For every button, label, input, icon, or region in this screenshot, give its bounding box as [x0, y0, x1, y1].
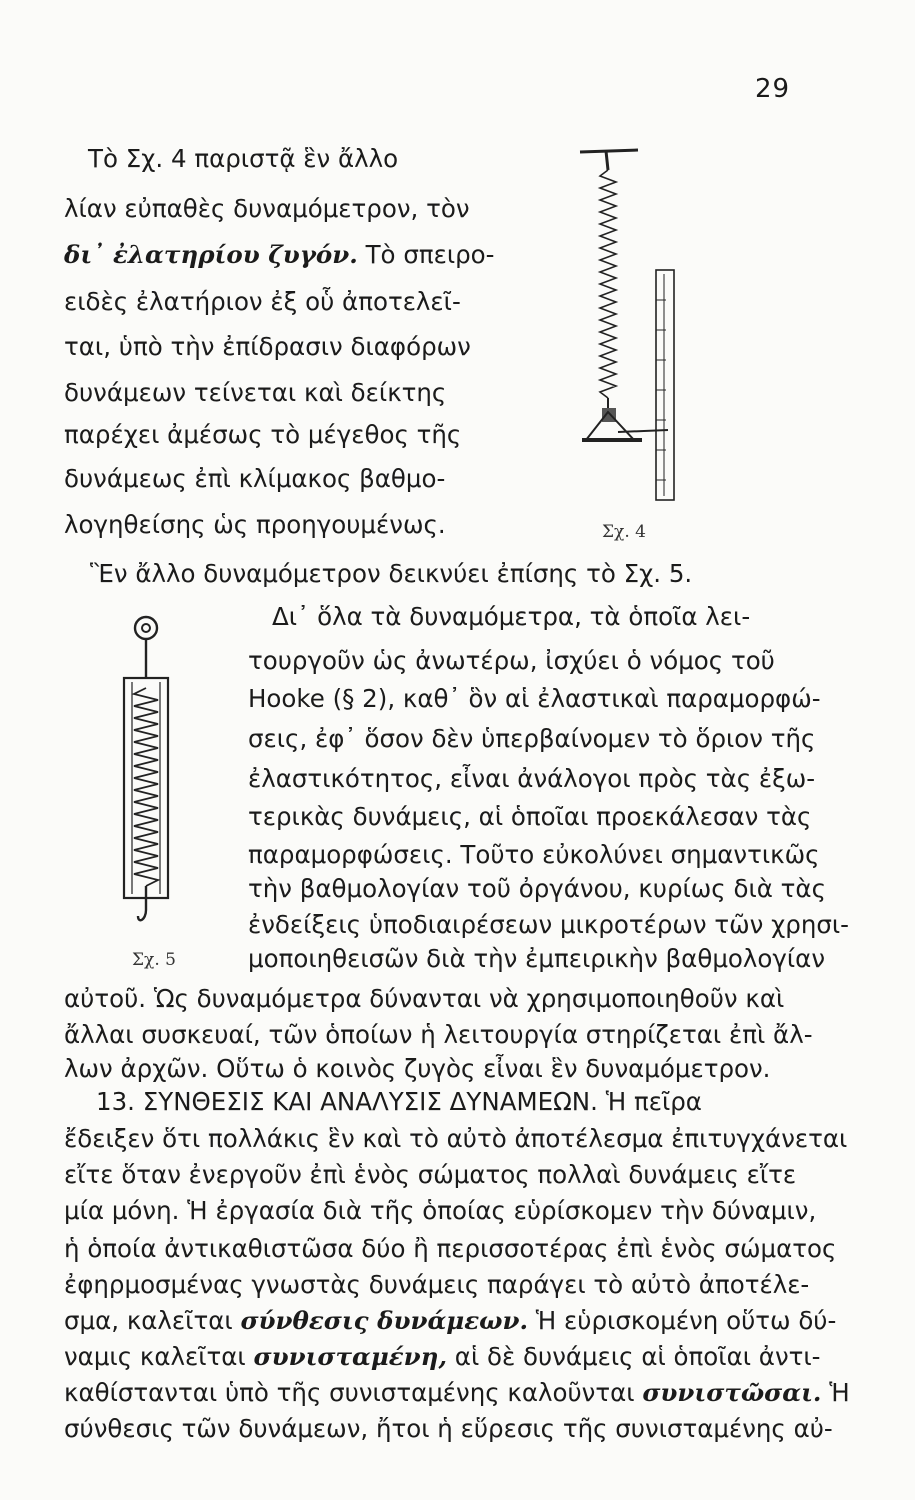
text-line: Hooke (§ 2), καθ᾿ ὃν αἱ ἐλαστικαὶ παραμορφώ- [248, 684, 821, 713]
text-fragment: Ἡ [829, 1378, 850, 1407]
figure-5-spring-dynamometer [112, 614, 182, 934]
text-line: λων ἀρχῶν. Οὕτω ὁ κοινὸς ζυγὸς εἶναι ἓν δυναμόμετρον. [64, 1054, 771, 1083]
italic-term: συνιστῶσαι. [642, 1378, 822, 1407]
text-line: σεις, ἐφ᾿ ὅσον δὲν ὑπερβαίνομεν τὸ ὅριον τῆς [248, 724, 816, 753]
text-fragment: Τὸ σπειρο- [365, 240, 495, 269]
text-line: ἡ ὁποία ἀντικαθιστῶσα δύο ἢ περισσοτέρας ἐπὶ ἑνὸς σώματος [64, 1234, 837, 1263]
text-line: σύνθεσις τῶν δυνάμεων, ἤτοι ἡ εὕρεσις τῆς συνισταμένης αὐ- [64, 1414, 833, 1443]
page-number: 29 [755, 74, 791, 104]
text-line: λίαν εὐπαθὲς δυναμόμετρον, τὸν [64, 194, 470, 223]
text-line: ἐφηρμοσμένας γνωστὰς δυνάμεις παράγει τὸ αὐτὸ ἀποτέλε- [64, 1270, 810, 1299]
text-line: ἐλαστικότητος, εἶναι ἀνάλογοι πρὸς τὰς ἐξω- [248, 764, 816, 793]
text-line: ται, ὑπὸ τὴν ἐπίδρασιν διαφόρων [64, 332, 471, 361]
italic-term: συνισταμένη, [253, 1342, 447, 1371]
text-line: εἴτε ὅταν ἐνεργοῦν ἐπὶ ἑνὸς σώματος πολλαὶ δυνάμεις εἴτε [64, 1160, 797, 1189]
text-line: ειδὲς ἐλατήριον ἐξ οὗ ἀποτελεῖ- [64, 287, 461, 316]
text-line: μία μόνη. Ἡ ἐργασία διὰ τῆς ὁποίας εὑρίσκομεν τὴν δύναμιν, [64, 1196, 817, 1225]
text-fragment: Ἡ εὑρισκομένη οὕτω δύ- [535, 1306, 837, 1335]
figure-5-caption: Σχ. 5 [132, 950, 176, 970]
text-fragment: σμα, καλεῖται [64, 1306, 233, 1335]
text-fragment: ναμις καλεῖται [64, 1342, 246, 1371]
italic-term: σύνθεσις δυνάμεων. [240, 1306, 528, 1335]
text-line: παρέχει ἀμέσως τὸ μέγεθος τῆς [64, 420, 462, 449]
text-line [64, 1376, 850, 1410]
text-line: λογηθείσης ὡς προηγουμένως. [64, 510, 446, 539]
text-line: ἄλλαι συσκευαί, τῶν ὁποίων ἡ λειτουργία στηρίζεται ἐπὶ ἄλ- [64, 1020, 813, 1049]
text-line [64, 1340, 821, 1374]
text-fragment: αἱ δὲ δυνάμεις αἱ ὁποῖαι ἀντι- [454, 1342, 821, 1371]
figure-4-caption: Σχ. 4 [602, 522, 646, 542]
text-line: τερικὰς δυνάμεις, αἱ ὁποῖαι προεκάλεσαν τὰς [248, 802, 812, 831]
text-line [64, 1304, 836, 1338]
text-line: μοποιηθεισῶν διὰ τὴν ἐμπειρικὴν βαθμολογίαν [248, 944, 826, 973]
text-line: Δι᾿ ὅλα τὰ δυναμόμετρα, τὰ ὁποῖα λει- [272, 602, 751, 631]
text-fragment: καθίστανται ὑπὸ τῆς συνισταμένης καλοῦνται [64, 1378, 635, 1407]
text-line: δυνάμεως ἐπὶ κλίμακος βαθμο- [64, 464, 446, 493]
text-line: Ἓν ἄλλο δυναμόμετρον δεικνύει ἐπίσης τὸ Σχ. 5. [90, 559, 693, 588]
text-line: τὴν βαθμολογίαν τοῦ ὀργάνου, κυρίως διὰ τὰς [248, 874, 826, 903]
text-line: τουργοῦν ὡς ἀνωτέρω, ἰσχύει ὁ νόμος τοῦ [248, 646, 775, 675]
figure-4-spring-balance [578, 140, 688, 520]
text-line: ἔδειξεν ὅτι πολλάκις ἓν καὶ τὸ αὐτὸ ἀποτέλεσμα ἐπιτυγχάνεται [64, 1124, 848, 1153]
text-line: Τὸ Σχ. 4 παριστᾷ ἓν ἄλλο [88, 144, 399, 173]
italic-term: δι᾿ ἐλατηρίου ζυγόν. [64, 240, 358, 269]
section-heading-line: 13. ΣΥΝΘΕΣΙΣ ΚΑΙ ΑΝΑΛΥΣΙΣ ΔΥΝΑΜΕΩΝ. Ἡ πεῖρα [96, 1087, 702, 1116]
text-line: αὐτοῦ. Ὡς δυναμόμετρα δύνανται νὰ χρησιμοποιηθοῦν καὶ [64, 984, 785, 1013]
text-line: δυνάμεων τείνεται καὶ δείκτης [64, 378, 447, 407]
text-line: παραμορφώσεις. Τοῦτο εὐκολύνει σημαντικῶς [248, 840, 820, 869]
text-line [64, 238, 495, 272]
text-line: ἐνδείξεις ὑποδιαιρέσεων μικροτέρων τῶν χρησι- [248, 910, 850, 939]
